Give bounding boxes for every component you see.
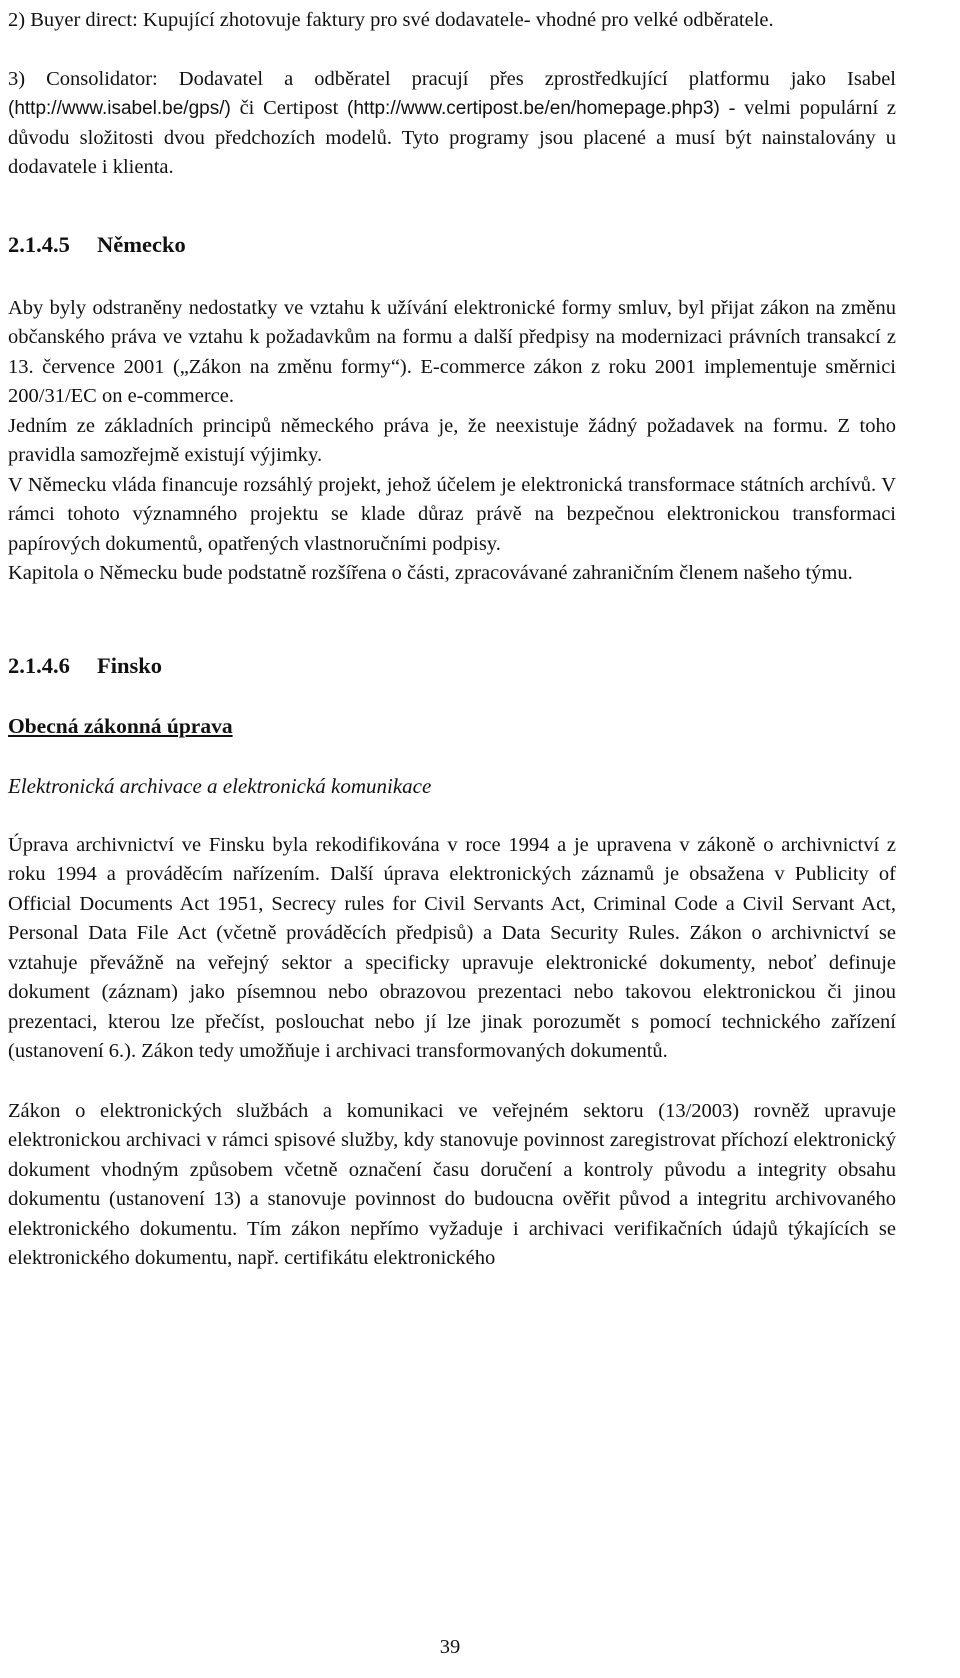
finsko-paragraph-1: Úprava archivnictví ve Finsku byla rekodifikována v roce 1994 a je upravena v zákoně o archivnictví z roku 1994 a prováděcím nařízením. Další úprava elektronických záznamů je obsažena v Publicity of Official Documents Act 1951, Secrecy rules for Civil Servants Act, Criminal Code a Civil Servant Act, Personal Data File Act (včetně prováděcích předpisů) a Data Security Rules. Zákon o archivnictví se vztahuje převážně na veřejný sektor a specificky upravuje elektronické dokumenty, neboť definuje dokument (záznam) jako písemnou nebo obrazovou prezentaci nebo takovou elektronickou či jinou prezentaci, kterou lze přečíst, poslouchat nebo jí lze jinak porozumět s pomocí technického zařízení (ustanovení 6.). Zákon tedy umožňuje i archivaci transformovaných dokumentů. <box>8 833 896 1062</box>
certipost-url: (http://www.certipost.be/en/homepage.php3) <box>347 98 720 119</box>
subheading-electronic-archiving: Elektronická archivace a elektronická komunikace <box>8 773 432 798</box>
nemecko-paragraph-1: Aby byly odstraněny nedostatky ve vztahu k užívání elektronické formy smluv, byl přijat zákon na změnu občanského práva ve vztahu k požadavkům na formu a další předpisy na modernizaci právních transakcí z 13. července 2001 („Zákon na změnu formy“). E-commerce zákon z roku 2001 implementuje směrnici 200/31/EC on e-commerce. <box>8 296 896 407</box>
list-item-buyer-direct: 2) Buyer direct: Kupující zhotovuje faktury pro své dodavatele- vhodné pro velké odběratele. <box>8 9 774 31</box>
section-title-finsko <box>8 651 896 681</box>
section-title-text: Finsko <box>97 652 163 678</box>
subheading-general-legal: Obecná zákonná úprava <box>8 713 233 738</box>
section-heading-nemecko <box>8 230 896 260</box>
section-title-text: Německo <box>97 231 186 257</box>
consolidator-text-c: - velmi populární z důvodu složitosti dvou předchozích modelů. Tyto programy jsou placené a musí být nainstalovány u dodavatele i klienta. <box>8 97 896 178</box>
isabel-url: (http://www.isabel.be/gps/) <box>8 98 231 119</box>
nemecko-paragraph-4: Kapitola o Německu bude podstatně rozšířena o části, zpracovávané zahraničním členem našeho týmu. <box>8 562 853 584</box>
nemecko-paragraph-2: Jedním ze základních principů německého práva je, že neexistuje žádný požadavek na formu. Z toho pravidla samozřejmě existují výjimky. <box>8 414 896 466</box>
list-item-consolidator <box>8 65 896 183</box>
page-number: 39 <box>439 1636 461 1658</box>
finsko-paragraph-2: Zákon o elektronických službách a komunikaci ve veřejném sektoru (13/2003) rovněž upravuje elektronickou archivaci v rámci spisové služby, kdy stanovuje povinnost zaregistrovat příchozí elektronický dokument vhodným způsobem včetně označení času doručení a kontroly původu a integrity obsahu dokumentu (ustanovení 13) a stanovuje povinnost do budoucna ověřit původ a integritu archivovaného elektronického dokumentu. Tím zákon nepřímo vyžaduje i archivaci verifikačních údajů týkajících se elektronického dokumentu, např. certifikátu elektronického <box>8 1099 896 1269</box>
section-number: 2.1.4.5 <box>8 231 70 257</box>
consolidator-text-a: 3) Consolidator: Dodavatel a odběratel pracují přes zprostředkující platformu jako Isabel <box>8 67 896 90</box>
section-number: 2.1.4.6 <box>8 652 70 678</box>
consolidator-text-b: či Certipost <box>230 97 348 119</box>
section-title-nemecko <box>8 230 896 260</box>
document-page <box>8 6 896 1274</box>
nemecko-paragraph-3: V Německu vláda financuje rozsáhlý projekt, jehož účelem je elektronická transformace státních archívů. V rámci tohoto významného projektu se klade důraz právě na bezpečnou elektronickou transformaci papírových dokumentů, opatřených vlastnoručními podpisy. <box>8 473 896 555</box>
section-heading-finsko <box>8 651 896 681</box>
